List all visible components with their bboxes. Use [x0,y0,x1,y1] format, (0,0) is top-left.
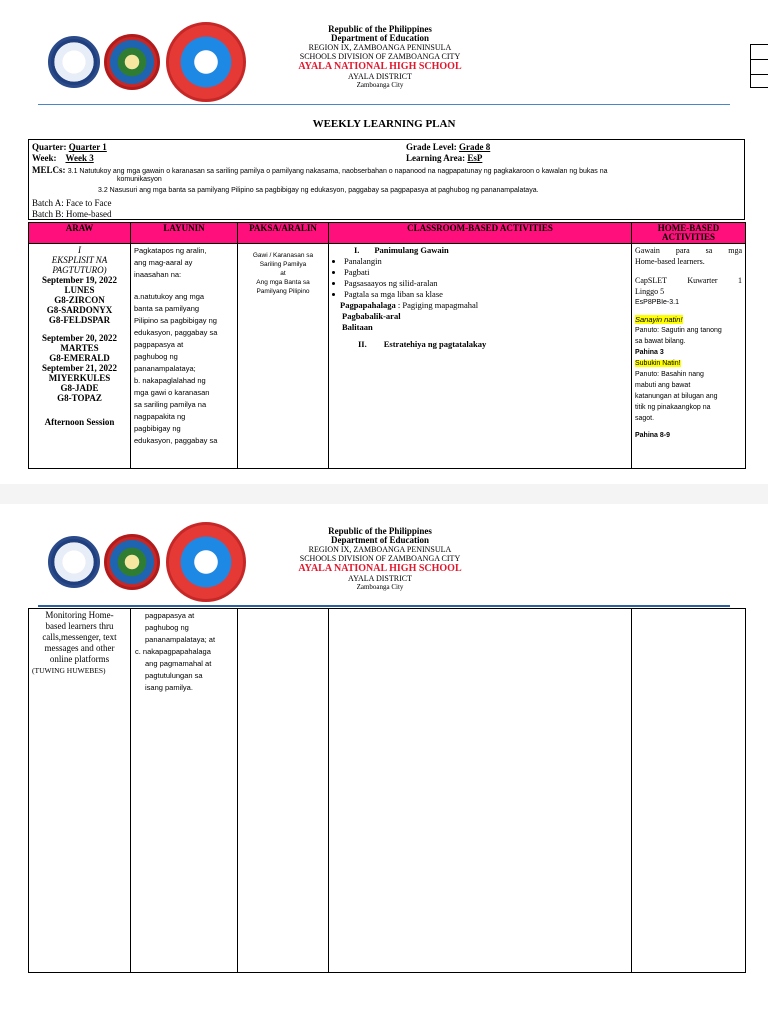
layunin-cont-3: pananampalataya; at [145,635,216,644]
city-line: Zamboanga City [356,583,404,591]
header-rule-1 [38,104,730,105]
sanayin-label: Sanayin natin! [635,315,683,324]
layunin-b-6: edukasyon, paggabay sa [134,436,218,445]
home-linggo: Linggo 5 [635,287,665,296]
school-name: AYALA NATIONAL HIGH SCHOOL [298,563,462,574]
letterhead-2 [230,527,530,592]
pahina-8-9: Pahina 8-9 [635,432,671,439]
section-2: G8-SARDONYX [46,305,113,315]
day-2: MARTES [60,343,99,353]
monitor-line-5: online platforms [49,654,110,664]
paksa-line-4: Ang mga Banta sa [256,279,310,286]
melcs-label: MELCs: [32,165,66,175]
paksa-line-3: at [280,270,286,277]
classroom-cell-cont [329,609,632,973]
week-value: Week 3 [65,153,94,163]
layunin-cont-2: paghubog ng [145,623,189,632]
pagpapahalaga-text: : Pagiging mapagmahal [397,300,479,310]
paksa-line-1: Gawi / Karanasan sa [252,252,314,259]
balik-aral: Pagbabalik-aral [342,311,401,321]
division-line: SCHOOLS DIVISION OF ZAMBOANGA CITY [299,52,461,61]
date-2: September 20, 2022 [41,333,118,343]
panuto-2b: mabuti ang bawat [635,382,691,389]
layunin-a-2: banta sa pamilyang [134,304,200,313]
melc-1-cont: komunikasyon [117,176,162,183]
layunin-a-5: pagpapasya at [134,340,184,349]
monitor-line-1: Monitoring Home- [45,610,114,620]
section-3: G8-FELDSPAR [48,315,111,325]
panuto-1b: sa bawat bilang. [635,338,686,345]
plan-info-box [28,139,745,220]
heading-2-number: II. [358,339,367,349]
bullet-pagbati: • Pagbati [344,267,628,278]
classroom-heading-2 [332,339,628,350]
session-label: Afternoon Session [44,417,115,427]
pahina-3: Pahina 3 [635,349,664,356]
grade-label: Grade Level: [406,142,457,152]
header-paksa: PAKSA/ARALIN [238,223,329,244]
grade-value: Grade 8 [459,142,491,152]
monitor-line-3: calls,messenger, text [42,632,117,642]
home-capslet: CapSLET Kuwarter 1 [635,276,742,285]
paksa-line-5: Pamilyang Pilipino [256,288,310,295]
classroom-bullets [332,256,628,300]
araw-eksplisit-1: EKSPLISIT NA [51,255,108,265]
layunin-a-7: pananampalataya; [134,364,196,373]
corner-box [750,44,768,88]
panuto-1a: Panuto: Sagutin ang tanong [635,327,722,334]
division-seal-logo [104,534,160,590]
paksa-cell-cont [238,609,329,973]
plan-table-1 [28,222,746,469]
layunin-c-1: c. nakapagpapahalaga [135,647,211,656]
layunin-c-3: pagtutulungan sa [145,671,203,680]
balitaan: Balitaan [342,322,373,332]
heading-1-number: I. [354,245,360,255]
city-line: Zamboanga City [356,81,404,89]
paksa-line-2: Sariling Pamilya [259,261,307,268]
section-6: G8-TOPAZ [57,393,102,403]
panuto-2a: Panuto: Basahin nang [635,371,704,378]
araw-eksplisit-2: PAGTUTURO) [52,265,107,275]
subukin-label: Subukin Natin! [635,360,681,367]
layunin-intro-2: ang mag-aaral ay [134,258,193,267]
republic-line: Republic of the Philippines [328,24,432,34]
section-5: G8-JADE [60,383,99,393]
pagpapahalaga-line [332,300,628,311]
layunin-cell [131,244,238,469]
area-value: EsP [467,153,483,163]
layunin-b-4: nagpapakita ng [134,412,186,421]
layunin-b-3: sa sariling pamilya na [134,400,207,409]
week-label: Week: [32,153,57,163]
header-home: HOME-BASED ACTIVITIES [632,223,746,244]
classroom-cell [329,244,632,469]
area-label: Learning Area: [406,153,466,163]
paksa-cell [238,244,329,469]
layunin-b-5: pagbibigay ng [134,424,181,433]
araw-cell [29,244,131,469]
division-seal-logo [104,34,160,90]
araw-cell-cont [29,609,131,973]
layunin-c-4: isang pamilya. [145,683,193,692]
header-logos-2 [48,522,246,602]
home-cell-cont [632,609,746,973]
header-classroom: CLASSROOM-BASED ACTIVITIES [329,223,632,244]
bullet-pagsasaayos: • Pagsasaayos ng silid-aralan [344,278,628,289]
layunin-a-1: a.natutukoy ang mga [134,292,205,301]
region-line: REGION IX, ZAMBOANGA PENINSULA [308,43,452,52]
header-araw: ARAW [29,223,131,244]
school-name: AYALA NATIONAL HIGH SCHOOL [298,61,462,72]
layunin-a-4: edukasyon, paggabay sa [134,328,218,337]
deped-line: Department of Education [331,535,429,545]
monitor-line-2: based learners thru [45,621,114,631]
quarter-value: Quarter 1 [68,142,107,152]
page-separator [0,484,768,504]
batch-b: Batch B: Home-based [32,209,112,219]
monitor-line-6: (TUWING HUWEBES) [32,666,106,675]
plan-table-2 [28,608,746,973]
date-1: September 19, 2022 [41,275,118,285]
layunin-cell-cont [131,609,238,973]
page-title: WEEKLY LEARNING PLAN [312,118,456,130]
day-1: LUNES [64,285,95,295]
section-4: G8-EMERALD [49,353,110,363]
deped-seal-logo [48,536,100,588]
section-1: G8-ZIRCON [54,295,105,305]
monitor-line-4: messages and other [44,643,115,653]
melc-1: 3.1 Natutukoy ang mga gawain o karanasan sa sariling pamilya o pamilyang nakasama, naobserbahan o napanood na nagpapatunay ng pagkakaroon o kawalan ng bukas na [67,168,608,175]
deped-seal-logo [48,36,100,88]
header-layunin: LAYUNIN [131,223,238,244]
district-line: AYALA DISTRICT [348,574,412,583]
panuto-2d: titik ng pinakaangkop na [635,404,711,411]
layunin-intro-1: Pagkatapos ng aralin, [134,246,207,255]
classroom-heading-1 [332,245,628,256]
melc-2: 3.2 Nasusuri ang mga banta sa pamilyang Pilipino sa pagbibigay ng edukasyon, paggabay sa pagpapasya at paghubog ng pananampalataya. [98,187,539,194]
header-logos-1 [48,22,246,102]
heading-2-text: Estratehiya ng pagtatalakay [383,339,487,349]
home-code: EsP8PBIe-3.1 [635,299,679,306]
republic-line: Republic of the Philippines [328,526,432,536]
layunin-a-6: paghubog ng [134,352,178,361]
layunin-b-1: b. nakapaglalahad ng [134,376,206,385]
heading-1-text: Panimulang Gawain [374,245,449,255]
panuto-2e: sagot. [635,415,655,422]
layunin-cont-1: pagpapasya at [145,611,195,620]
deped-line: Department of Education [331,33,429,43]
region-line: REGION IX, ZAMBOANGA PENINSULA [308,545,452,554]
layunin-b-2: mga gawi o karanasan [134,388,210,397]
layunin-c-2: ang pagmamahal at [145,659,212,668]
quarter-label: Quarter: [32,142,67,152]
araw-i: I [78,245,81,255]
layunin-intro-3: inaasahan na: [134,270,182,279]
division-line: SCHOOLS DIVISION OF ZAMBOANGA CITY [299,554,461,563]
layunin-a-3: Pilipino sa pagbibigay ng [134,316,217,325]
panuto-2c: katanungan at bilugan ang [635,393,718,400]
letterhead-1 [230,25,530,90]
date-3: September 21, 2022 [41,363,118,373]
pagpapahalaga-label: Pagpapahalaga [340,300,396,310]
home-cell [632,244,746,469]
batch-a: Batch A: Face to Face [32,198,112,208]
home-line-2: Home-based learners. [635,257,705,266]
bullet-panalangin: • Panalangin [344,256,628,267]
day-3: MIYERKULES [48,373,111,383]
district-line: AYALA DISTRICT [348,72,412,81]
bullet-pagtala: • Pagtala sa mga liban sa klase [344,289,628,300]
home-line-1: Gawain para sa mga [635,246,742,255]
header-rule-2 [38,605,730,607]
